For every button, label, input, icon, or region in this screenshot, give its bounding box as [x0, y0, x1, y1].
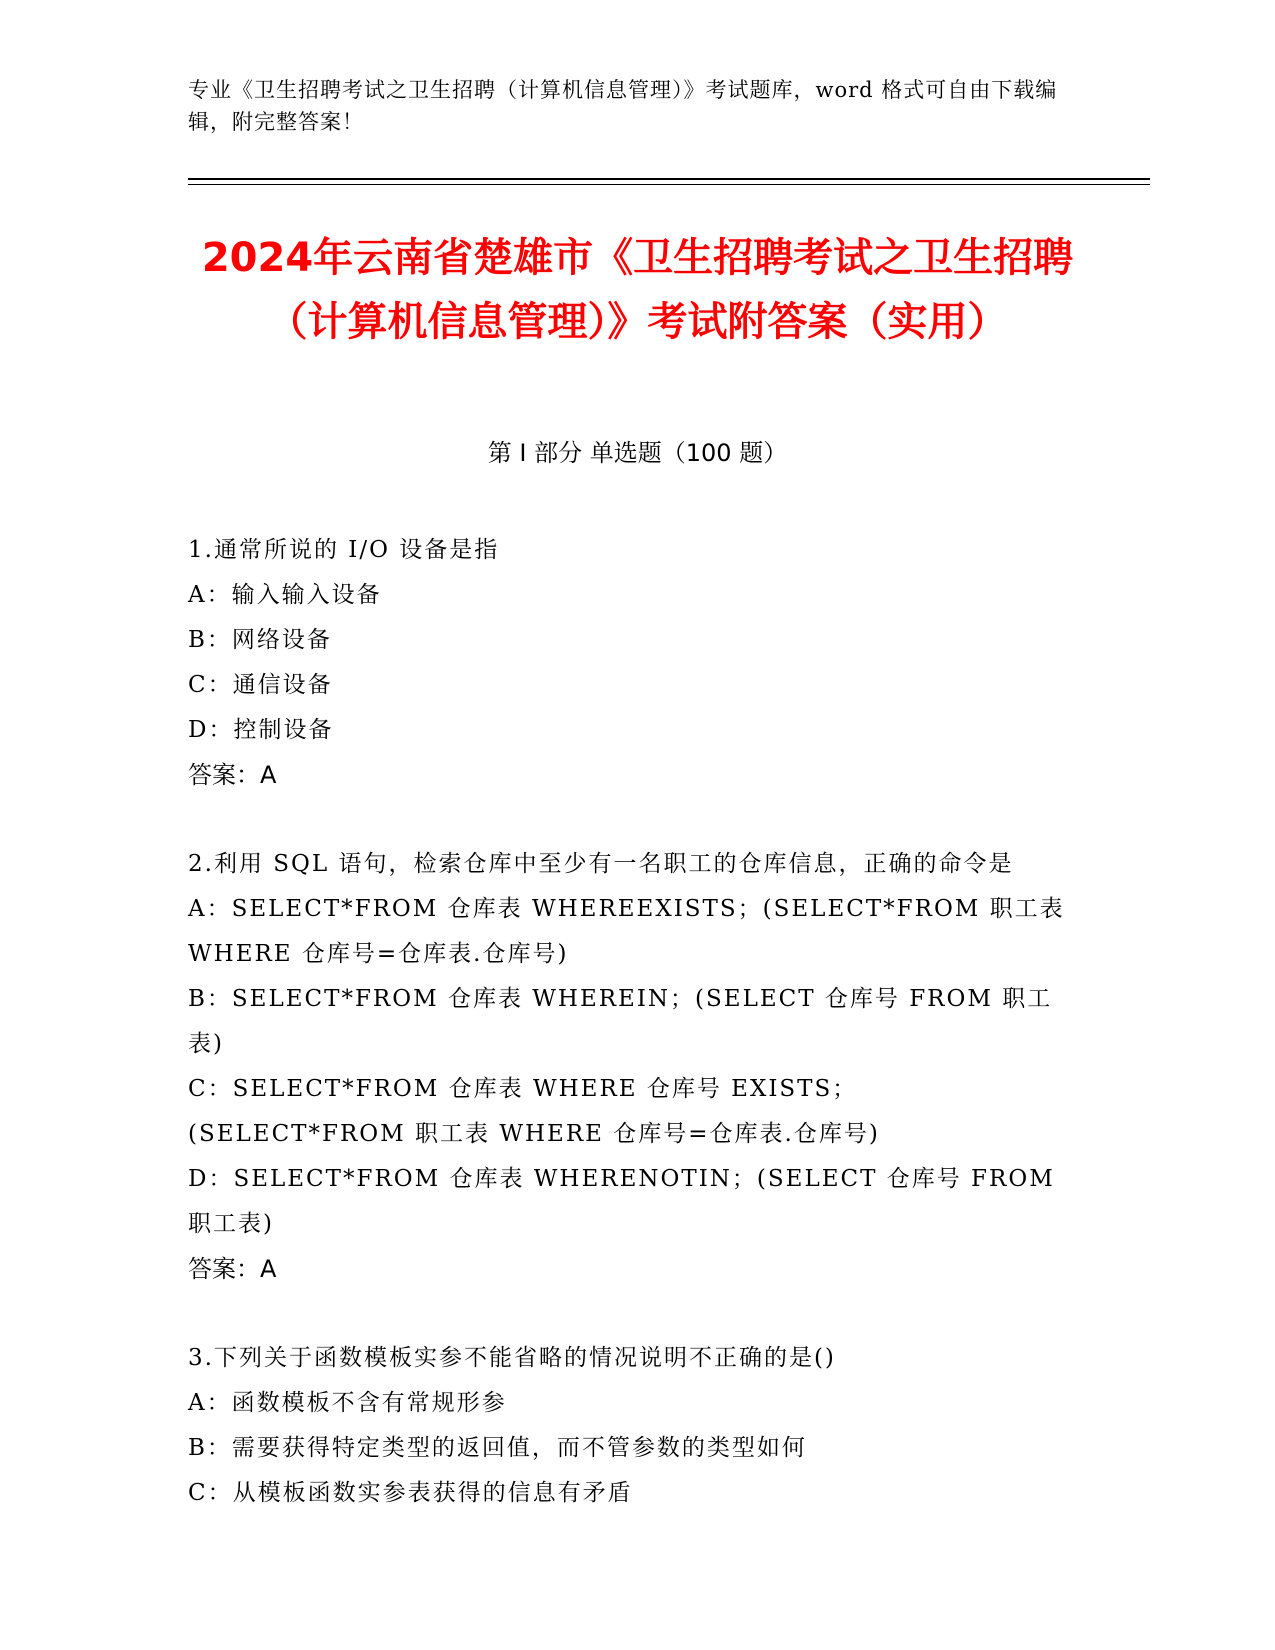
- question-stem: 1.通常所说的 I/O 设备是指: [188, 537, 500, 563]
- section-title: 第 I 部分 单选题（100 题）: [487, 439, 788, 467]
- document-title: 2024年云南省楚雄市《卫生招聘考试之卫生招聘（计算机信息管理）》考试附答案（实用）: [201, 235, 1074, 345]
- answer-line: 答案：A: [188, 1255, 277, 1283]
- option-a: A：函数模板不含有常规形参: [188, 1390, 507, 1416]
- option-c: C：从模板函数实参表获得的信息有矛盾: [188, 1480, 633, 1506]
- option-b: B：网络设备: [188, 627, 332, 653]
- question-3: [188, 1336, 1068, 1516]
- question-stem: 2.利用 SQL 语句，检索仓库中至少有一名职工的仓库信息，正确的命令是: [188, 851, 1014, 877]
- question-stem: 3.下列关于函数模板实参不能省略的情况说明不正确的是(): [188, 1345, 836, 1371]
- option-b: B：需要获得特定类型的返回值，而不管参数的类型如何: [188, 1435, 807, 1461]
- option-c: C：通信设备: [188, 672, 333, 698]
- option-b: B：SELECT*FROM 仓库表 WHEREIN；(SELECT 仓库号 FROM 职工表): [188, 986, 1053, 1057]
- option-a: A：输入输入设备: [188, 582, 382, 608]
- question-1: [188, 528, 1068, 798]
- answer-line: 答案：A: [188, 761, 277, 789]
- header-note: 专业《卫生招聘考试之卫生招聘（计算机信息管理）》考试题库，word 格式可自由下载编辑，附完整答案！: [188, 78, 1058, 134]
- header-rule-thick: [188, 178, 1150, 180]
- option-c: C：SELECT*FROM 仓库表 WHERE 仓库号 EXISTS；(SELECT*FROM 职工表 WHERE 仓库号=仓库表.仓库号): [188, 1076, 880, 1147]
- header-rule-thin: [188, 184, 1150, 185]
- option-d: D：控制设备: [188, 717, 334, 743]
- question-2: [188, 842, 1068, 1292]
- question-list: [188, 528, 1068, 1560]
- option-a: A：SELECT*FROM 仓库表 WHEREEXISTS；(SELECT*FROM 职工表 WHERE 仓库号=仓库表.仓库号): [188, 896, 1065, 967]
- option-d: D：SELECT*FROM 仓库表 WHERENOTIN；(SELECT 仓库号 FROM 职工表): [188, 1166, 1055, 1237]
